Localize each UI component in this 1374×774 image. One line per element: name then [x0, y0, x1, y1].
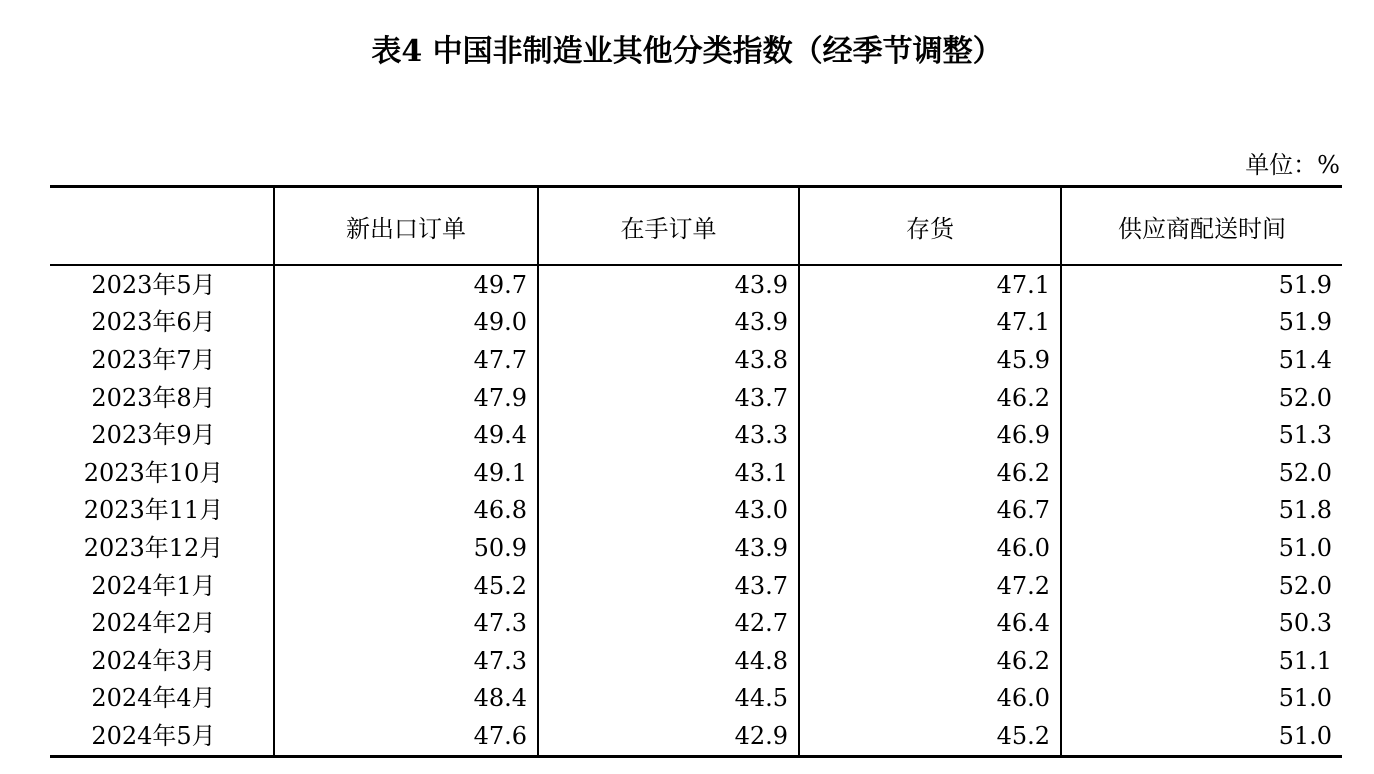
table-row — [50, 529, 1342, 567]
row-month-cell: 2023年10月 — [83, 458, 224, 487]
cell-inventory: 46.0 — [799, 680, 1061, 718]
cell-supplier-delivery-time: 51.9 — [1061, 304, 1342, 342]
cell-inventory: 46.2 — [799, 454, 1061, 492]
cell-new-export-orders: 47.3 — [274, 604, 538, 642]
cell-backlog-orders: 43.0 — [538, 492, 799, 530]
cell-inventory: 47.2 — [799, 567, 1061, 605]
cell-supplier-delivery-time: 51.1 — [1061, 642, 1342, 680]
cell-backlog-orders: 44.8 — [538, 642, 799, 680]
cell-backlog-orders: 43.8 — [538, 341, 799, 379]
cell-supplier-delivery-time: 51.0 — [1061, 529, 1342, 567]
cell-new-export-orders: 45.2 — [274, 567, 538, 605]
unit-label: 单位：% — [1245, 151, 1340, 179]
table-row — [50, 680, 1342, 718]
table-row — [50, 717, 1342, 756]
table-row — [50, 341, 1342, 379]
column-header-supplier-delivery-time: 供应商配送时间 — [1061, 187, 1342, 266]
table-title: 表4 中国非制造业其他分类指数（经季节调整） — [371, 34, 1003, 69]
header-row — [50, 187, 1342, 266]
cell-inventory: 47.1 — [799, 265, 1061, 304]
cell-backlog-orders: 43.9 — [538, 529, 799, 567]
row-month-cell: 2024年5月 — [91, 721, 216, 750]
table-body — [50, 265, 1342, 756]
row-month-cell: 2023年12月 — [83, 533, 224, 562]
cell-backlog-orders: 43.9 — [538, 265, 799, 304]
cell-supplier-delivery-time: 52.0 — [1061, 454, 1342, 492]
row-month-cell: 2023年8月 — [91, 383, 216, 412]
cell-inventory: 45.9 — [799, 341, 1061, 379]
row-month-cell: 2023年5月 — [91, 270, 216, 299]
cell-backlog-orders: 43.7 — [538, 379, 799, 417]
table-row — [50, 454, 1342, 492]
cell-backlog-orders: 43.3 — [538, 416, 799, 454]
table-row — [50, 642, 1342, 680]
table-row — [50, 416, 1342, 454]
row-month-cell: 2024年1月 — [91, 571, 216, 600]
column-header-new-export-orders: 新出口订单 — [274, 187, 538, 266]
cell-new-export-orders: 49.1 — [274, 454, 538, 492]
cell-backlog-orders: 43.9 — [538, 304, 799, 342]
cell-backlog-orders: 43.7 — [538, 567, 799, 605]
cell-inventory: 45.2 — [799, 717, 1061, 756]
cell-new-export-orders: 47.9 — [274, 379, 538, 417]
column-header-backlog-orders: 在手订单 — [538, 187, 799, 266]
cell-new-export-orders: 48.4 — [274, 680, 538, 718]
cell-inventory: 46.2 — [799, 642, 1061, 680]
cell-new-export-orders: 49.4 — [274, 416, 538, 454]
table-row — [50, 379, 1342, 417]
row-month-cell: 2024年3月 — [91, 646, 216, 675]
cell-new-export-orders: 47.7 — [274, 341, 538, 379]
table-row — [50, 604, 1342, 642]
table-row — [50, 265, 1342, 304]
cell-supplier-delivery-time: 51.4 — [1061, 341, 1342, 379]
cell-backlog-orders: 44.5 — [538, 680, 799, 718]
cell-supplier-delivery-time: 51.9 — [1061, 265, 1342, 304]
row-month-cell: 2024年2月 — [91, 609, 216, 638]
index-table — [50, 185, 1342, 758]
cell-inventory: 46.7 — [799, 492, 1061, 530]
table-row — [50, 304, 1342, 342]
cell-supplier-delivery-time: 50.3 — [1061, 604, 1342, 642]
cell-inventory: 46.2 — [799, 379, 1061, 417]
cell-supplier-delivery-time: 51.0 — [1061, 717, 1342, 756]
table-row — [50, 492, 1342, 530]
cell-backlog-orders: 42.9 — [538, 717, 799, 756]
cell-supplier-delivery-time: 51.8 — [1061, 492, 1342, 530]
cell-supplier-delivery-time: 52.0 — [1061, 379, 1342, 417]
cell-inventory: 46.9 — [799, 416, 1061, 454]
row-month-cell: 2023年11月 — [83, 496, 224, 525]
cell-inventory: 47.1 — [799, 304, 1061, 342]
column-header-inventory: 存货 — [799, 187, 1061, 266]
row-month-cell: 2024年4月 — [91, 684, 216, 713]
cell-new-export-orders: 47.3 — [274, 642, 538, 680]
cell-new-export-orders: 49.0 — [274, 304, 538, 342]
column-header-month — [50, 187, 274, 266]
cell-supplier-delivery-time: 51.0 — [1061, 680, 1342, 718]
cell-inventory: 46.0 — [799, 529, 1061, 567]
cell-inventory: 46.4 — [799, 604, 1061, 642]
cell-supplier-delivery-time: 51.3 — [1061, 416, 1342, 454]
cell-new-export-orders: 50.9 — [274, 529, 538, 567]
cell-new-export-orders: 49.7 — [274, 265, 538, 304]
cell-backlog-orders: 42.7 — [538, 604, 799, 642]
cell-backlog-orders: 43.1 — [538, 454, 799, 492]
cell-supplier-delivery-time: 52.0 — [1061, 567, 1342, 605]
cell-new-export-orders: 47.6 — [274, 717, 538, 756]
row-month-cell: 2023年9月 — [91, 421, 216, 450]
row-month-cell: 2023年7月 — [91, 345, 216, 374]
cell-new-export-orders: 46.8 — [274, 492, 538, 530]
table-row — [50, 567, 1342, 605]
row-month-cell: 2023年6月 — [91, 308, 216, 337]
